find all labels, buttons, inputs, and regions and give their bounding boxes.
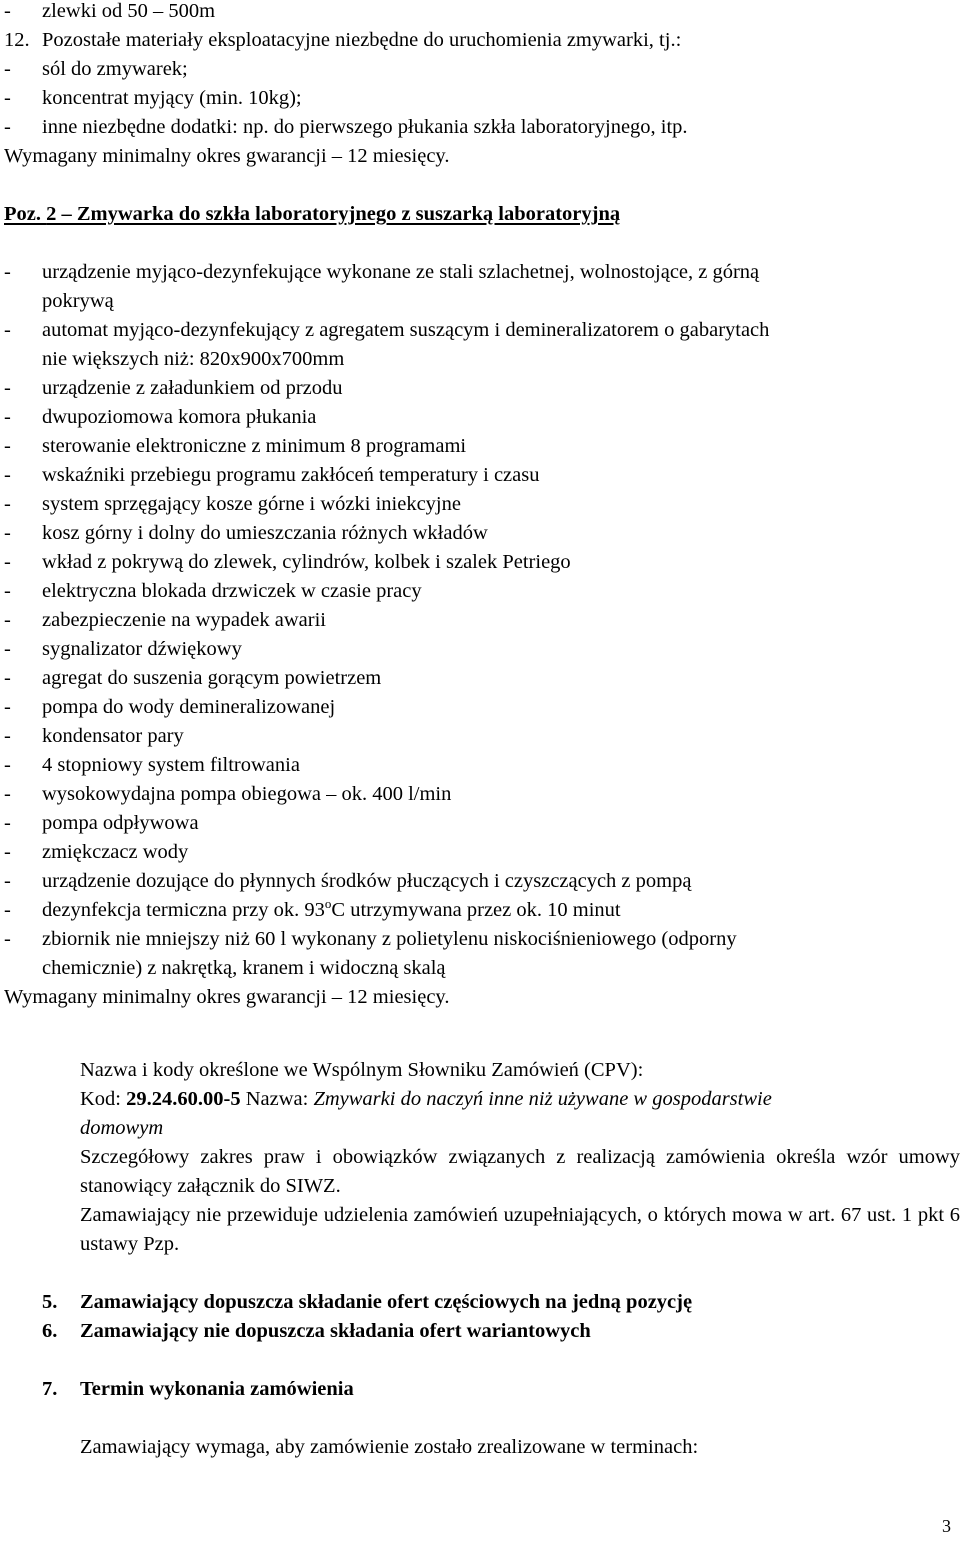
page-number: 3 [942,1516,951,1536]
feature-item: - zbiornik nie mniejszy niż 60 l wykonany z polietylenu niskociśnieniowego (odporny [4,928,737,950]
list-item [4,84,956,113]
feature-text: pokrywą [42,290,114,312]
spacer [4,1012,956,1056]
feature-item [4,490,956,519]
position-label: Poz. [4,203,41,225]
spacer [4,1346,956,1375]
section-7: 7. Termin wykonania zamówienia [42,1378,354,1400]
section-6: 6. Zamawiający nie dopuszcza składania ofert wariantowych [42,1320,591,1342]
feature-item [4,461,956,490]
feature-text: wkład z pokrywą do zlewek, cylindrów, kolbek i szalek Petriego [42,551,571,573]
list-text: sól do zmywarek; [42,58,188,80]
supplementary-paragraph: Zamawiający nie przewiduje udzielenia zamówień uzupełniających, o których mowa w art. 67 ust. 1 pkt 6 ustawy Pzp. [80,1204,960,1255]
feature-text: system sprzęgający kosze górne i wózki iniekcyjne [42,493,461,515]
feature-item: - dezynfekcja termiczna przy ok. 93$^o$C utrzymywana przez ok. 10 minut [4,896,621,921]
feature-text: zabezpieczenie na wypadek awarii [42,609,326,631]
feature-text: kosz górny i dolny do umieszczania różnych wkładów [42,522,488,544]
feature-item [4,432,956,461]
list-text: zlewki od 50 – 500m [42,0,216,22]
list-marker: - [4,667,11,689]
feature-text: pompa do wody demineralizowanej [42,696,336,718]
list-text: koncentrat myjący (min. 10kg); [42,87,302,109]
feature-item [4,867,956,896]
spacer [4,171,956,200]
feature-item [4,751,956,780]
cpv-code: Kod: 29.24.60.00-5 Nazwa: Zmywarki do naczyń inne niż używane w gospodarstwie [80,1088,772,1110]
list-marker: - [4,261,11,283]
feature-item [4,635,956,664]
list-marker: - [4,522,11,544]
cpv-intro: Nazwa i kody określone we Wspólnym Słowniku Zamówień (CPV): [80,1059,644,1081]
feature-text: zmiękczacz wody [42,841,189,863]
feature-item [4,316,956,345]
feature-item-continued [4,287,956,316]
feature-item [4,664,956,693]
feature-text: elektryczna blokada drzwiczek w czasie pracy [42,580,422,602]
list-marker: - [4,870,11,892]
list-marker: - [4,406,11,428]
warranty-note: Wymagany minimalny okres gwarancji – 12 miesięcy. [4,145,450,167]
spacer [4,1259,956,1288]
feature-text: urządzenie dozujące do płynnych środków płuczących i czyszczących z pompą [42,870,692,892]
feature-item [4,606,956,635]
feature-text: kondensator pary [42,725,184,747]
list-marker: - [4,377,11,399]
list-text: inne niezbędne dodatki: np. do pierwszego płukania szkła laboratoryjnego, itp. [42,116,688,138]
feature-item-continued [4,345,956,374]
list-item [4,113,956,142]
list-marker: - [4,754,11,776]
feature-text: sterowanie elektroniczne z minimum 8 programami [42,435,467,457]
document-page [4,0,960,1462]
list-marker: - [4,319,11,341]
list-marker: - [4,116,11,138]
feature-item [4,780,956,809]
list-marker: - [4,58,11,80]
feature-text: sygnalizator dźwiękowy [42,638,242,660]
list-item [4,55,956,84]
feature-item [4,374,956,403]
feature-text: 4 stopniowy system filtrowania [42,754,300,776]
feature-item [4,838,956,867]
warranty-note: Wymagany minimalny okres gwarancji – 12 miesięcy. [4,986,450,1008]
feature-text: pompa odpływowa [42,812,199,834]
feature-item [4,548,956,577]
feature-text: urządzenie z załadunkiem od przodu [42,377,343,399]
feature-item [4,809,956,838]
list-marker: - [4,551,11,573]
list-marker: - [4,580,11,602]
feature-text: wysokowydajna pompa obiegowa – ok. 400 l/min [42,783,452,805]
list-text: Pozostałe materiały eksploatacyjne niezbędne do uruchomienia zmywarki, tj.: [42,29,682,51]
section-5: 5. Zamawiający dopuszcza składanie ofert częściowych na jedną pozycję [42,1291,693,1313]
list-marker: - [4,87,11,109]
position-heading [4,200,956,229]
list-item [4,26,956,55]
feature-item [4,258,956,287]
cpv-name-continued: domowym [80,1117,164,1139]
list-marker: - [4,464,11,486]
feature-item [4,693,956,722]
feature-item [4,519,956,548]
list-marker: 12. [4,29,30,51]
feature-text: automat myjąco-dezynfekujący z agregatem suszącym i demineralizatorem o gabarytach [42,319,770,341]
list-marker: - [4,638,11,660]
list-marker: - [4,725,11,747]
feature-item [4,577,956,606]
feature-list [4,258,956,896]
list-marker: - [4,783,11,805]
feature-text: urządzenie myjąco-dezynfekujące wykonane ze stali szlachetnej, wolnostojące, z górną [42,261,760,283]
list-marker: - [4,696,11,718]
list-marker: - [4,841,11,863]
scope-paragraph: Szczegółowy zakres praw i obowiązków związanych z realizacją zamówienia określa wzór umowy stanowiący załącznik do SIWZ. [80,1146,960,1197]
feature-text: wskaźniki przebiegu programu zakłóceń temperatury i czasu [42,464,540,486]
list-marker: - [4,435,11,457]
feature-text: dwupoziomowa komora płukania [42,406,317,428]
feature-item [4,722,956,751]
spacer [4,1404,956,1433]
feature-item-continued: chemicznie) z nakrętką, kranem i widoczną skalą [42,957,446,979]
position-title: 2 – Zmywarka do szkła laboratoryjnego z suszarką laboratoryjną [46,203,621,225]
feature-text: agregat do suszenia gorącym powietrzem [42,667,382,689]
list-marker: - [4,609,11,631]
feature-text: nie większych niż: 820x900x700mm [42,348,345,370]
list-marker: - [4,0,11,22]
list-marker: - [4,493,11,515]
spacer [4,229,956,258]
list-marker: - [4,812,11,834]
closing-text: Zamawiający wymaga, aby zamówienie zostało zrealizowane w terminach: [80,1436,699,1458]
feature-item [4,403,956,432]
list-item [4,0,956,26]
